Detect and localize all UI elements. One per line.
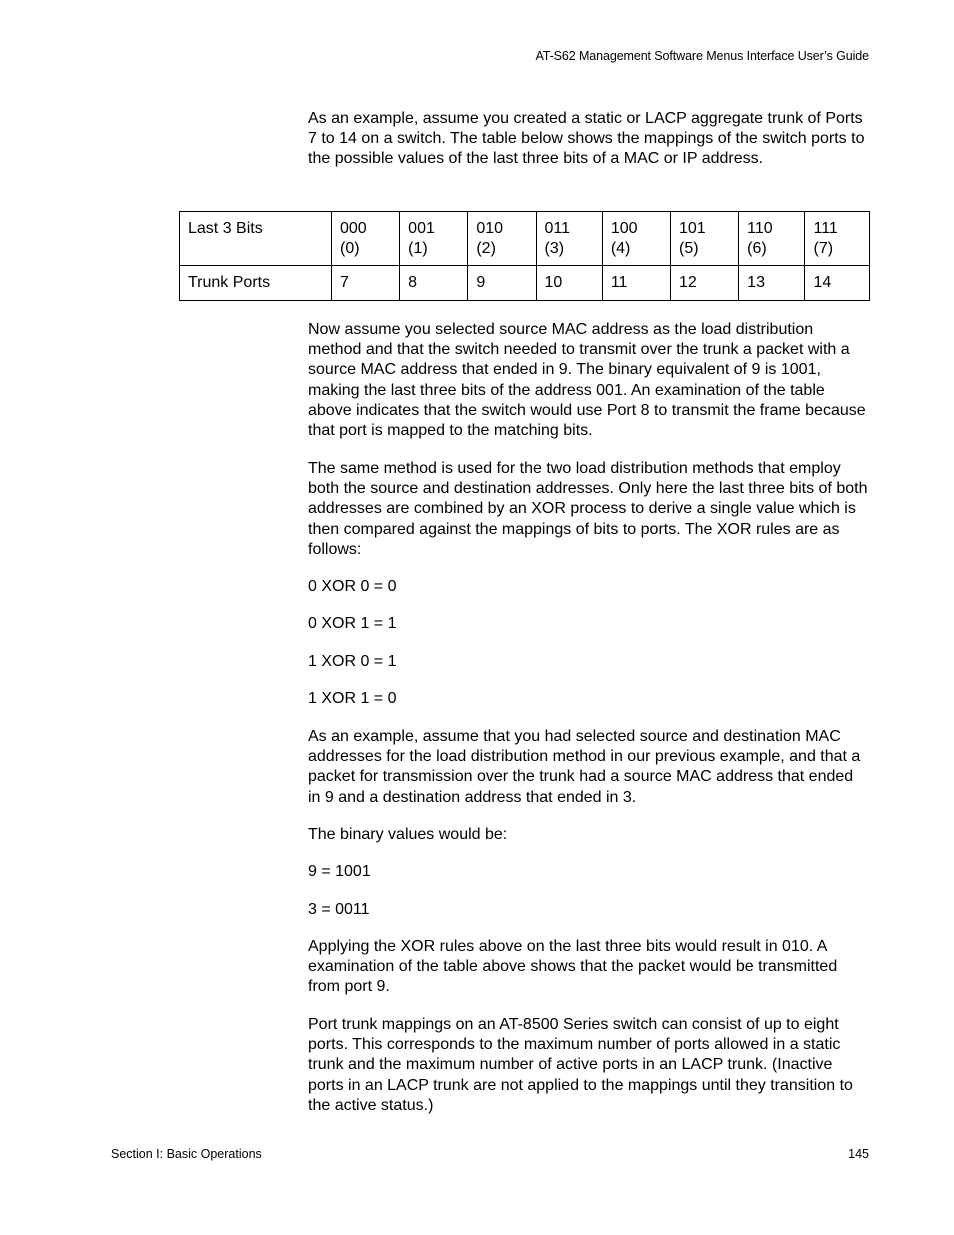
intro-text: As an example, assume you created a static or LACP aggregate trunk of Ports 7 to 14 on a switch. The table below shows the mappings of the switch ports to the possible values of the last three bits of a MAC or IP address. — [308, 110, 865, 168]
page-number: 145 — [848, 1147, 869, 1161]
row-label-ports: Trunk Ports — [180, 266, 332, 300]
port-cell: 9 — [468, 266, 536, 300]
paragraph-binary-values: The binary values would be: — [308, 826, 508, 843]
port-cell: 8 — [400, 266, 468, 300]
bits-cell: 001 (1) — [400, 212, 468, 266]
port-cell: 12 — [671, 266, 739, 300]
bits-cell: 110 (6) — [739, 212, 805, 266]
table-row-bits — [180, 212, 870, 266]
port-cell: 13 — [739, 266, 805, 300]
row-label-bits: Last 3 Bits — [180, 212, 332, 266]
port-cell: 14 — [805, 266, 870, 300]
port-cell: 7 — [332, 266, 400, 300]
bits-cell: 000 (0) — [332, 212, 400, 266]
paragraph-source-mac: Now assume you selected source MAC address as the load distribution method and that the switch needed to transmit over the trunk a packet with a source MAC address that ended in 9. The binary equivalent of 9 is 1001, making the last three bits of the address 001. An examination of the table above indicates that the switch would use Port 8 to transmit the frame because that port is mapped to the matching bits. — [308, 321, 866, 440]
bits-to-ports-table — [179, 211, 870, 301]
binary-value-9: 9 = 1001 — [308, 863, 371, 880]
paragraph-applying-xor: Applying the XOR rules above on the last three bits would result in 010. A examination of the table above shows that the packet would be transmitted from port 9. — [308, 938, 838, 996]
port-cell: 10 — [536, 266, 602, 300]
paragraph-port-trunk-mappings: Port trunk mappings on an AT-8500 Series switch can consist of up to eight ports. This corresponds to the maximum number of ports allowed in a static trunk and the maximum number of active ports in an LACP trunk. (Inactive ports in an LACP trunk are not applied to the mappings until they transition to the active status.) — [308, 1016, 853, 1114]
xor-rule-2: 0 XOR 1 = 1 — [308, 615, 397, 632]
paragraph-example: As an example, assume that you had selected source and destination MAC addresses for the load distribution method in our previous example, and that a packet for transmission over the trunk had a source MAC address that ended in 9 and a destination address that ended in 3. — [308, 728, 861, 806]
bits-cell: 011 (3) — [536, 212, 602, 266]
bits-cell: 111 (7) — [805, 212, 870, 266]
table-row-ports — [180, 266, 870, 300]
bits-cell: 101 (5) — [671, 212, 739, 266]
footer-section: Section I: Basic Operations — [111, 1147, 262, 1161]
xor-rule-3: 1 XOR 0 = 1 — [308, 653, 397, 670]
bits-cell: 010 (2) — [468, 212, 536, 266]
binary-value-3: 3 = 0011 — [308, 901, 370, 918]
mapping-table — [179, 211, 870, 301]
xor-rule-1: 0 XOR 0 = 0 — [308, 578, 397, 595]
running-header: AT-S62 Management Software Menus Interface User’s Guide — [535, 49, 869, 63]
paragraph-xor-method: The same method is used for the two load distribution methods that employ both the source and destination addresses. Only here the last three bits of both addresses are combined by an XOR process to derive a single value which is then compared against the mappings of bits to ports. The XOR rules are as follows: — [308, 460, 868, 558]
intro-paragraph — [308, 109, 870, 170]
xor-rule-4: 1 XOR 1 = 0 — [308, 690, 397, 707]
port-cell: 11 — [602, 266, 670, 300]
bits-cell: 100 (4) — [602, 212, 670, 266]
